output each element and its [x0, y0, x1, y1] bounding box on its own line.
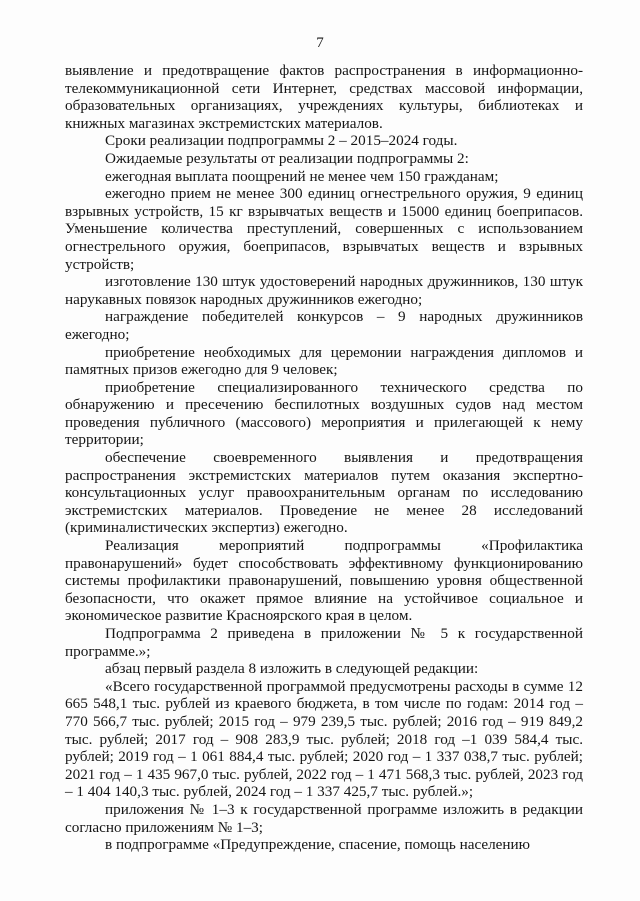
- paragraph-appendices-instruction: приложения № 1–3 к государственной программе изложить в редакции согласно приложениям № 1–3;: [65, 800, 583, 836]
- paragraph-result-awards: награждение победителей конкурсов – 9 народных дружинников ежегодно;: [65, 308, 583, 343]
- paragraph-implementation-effect: Реализация мероприятий подпрограммы «Профилактика правонарушений» будет способствовать эффективному функционированию системы профилактики правонарушений, повышению уровня общественной безопасности, что окажет прямое влияние на устойчивое социальное и экономическое развитие Красноярского края в целом.: [65, 537, 583, 625]
- paragraph-result-drone-detection: приобретение специализированного технического средства по обнаружению и пресечению беспилотных воздушных судов над местом проведения публичного (массового) мероприятия и прилегающей к нему территории;: [65, 378, 583, 449]
- paragraph-result-extremism-expertise: обеспечение своевременного выявления и предотвращения распространения экстремистских материалов путем оказания экспертно-консультационных услуг правоохранительным органам по исследованию экстремистских материалов. Проведение не менее 28 исследований (криминалистических экспертиз) ежегодно.: [65, 449, 583, 537]
- paragraph-subprogram-appendix: Подпрограмма 2 приведена в приложении № 5 к государственной программе.»;: [65, 625, 583, 660]
- paragraph-expected-results-heading: Ожидаемые результаты от реализации подпрограммы 2:: [105, 149, 469, 167]
- paragraph-result-certificates: изготовление 130 штук удостоверений народных дружинников, 130 штук нарукавных повязок народных дружинников ежегодно;: [65, 273, 583, 308]
- page-number: 7: [316, 35, 324, 51]
- paragraph-result-diplomas: приобретение необходимых для церемонии награждения дипломов и памятных призов ежегодно для 9 человек;: [65, 343, 583, 379]
- paragraph-continuation: выявление и предотвращение фактов распространения в информационно-телекоммуникационной сети Интернет, средствах массовой информации, образовательных организациях, учреждениях культуры, библиотеках и книжных магазинах экстремистских материалов.: [65, 62, 583, 132]
- paragraph-result-rewards: ежегодная выплата поощрений не менее чем 150 гражданам;: [105, 167, 499, 185]
- paragraph-implementation-period: Сроки реализации подпрограммы 2 – 2015–2024 годы.: [105, 132, 458, 150]
- paragraph-subprogram-rescue: в подпрограмме «Предупреждение, спасение, помощь населению: [105, 836, 531, 854]
- paragraph-budget-expenses: «Всего государственной программой предусмотрены расходы в сумме 12 665 548,1 тыс. рублей из краевого бюджета, в том числе по годам: 2014 год – 770 566,7 тыс. рублей; 2015 год – 979 239,5 тыс. рублей; 2016 год – 919 849,2 тыс. рублей; 2017 год – 908 283,9 тыс. рублей; 2018 год –1 039 584,4 тыс. рублей; 2019 год – 1 061 884,4 тыс. рублей; 2020 год – 1 337 038,7 тыс. рублей; 2021 год – 1 435 967,0 тыс. рублей, 2022 год – 1 471 568,3 тыс. рублей, 2023 год – 1 404 140,3 тыс. рублей, 2024 год – 1 337 425,7 тыс. рублей.»;: [65, 677, 583, 801]
- paragraph-result-weapons: ежегодно прием не менее 300 единиц огнестрельного оружия, 9 единиц взрывных устройств, 15 кг взрывчатых веществ и 15000 единиц боеприпасов. Уменьшение количества преступлений, совершенных с использованием огнестрельного оружия, боеприпасов, взрывчатых веществ и взрывных устройств;: [65, 185, 583, 273]
- paragraph-section-8-instruction: абзац первый раздела 8 изложить в следующей редакции:: [105, 660, 479, 678]
- document-body: [65, 62, 583, 854]
